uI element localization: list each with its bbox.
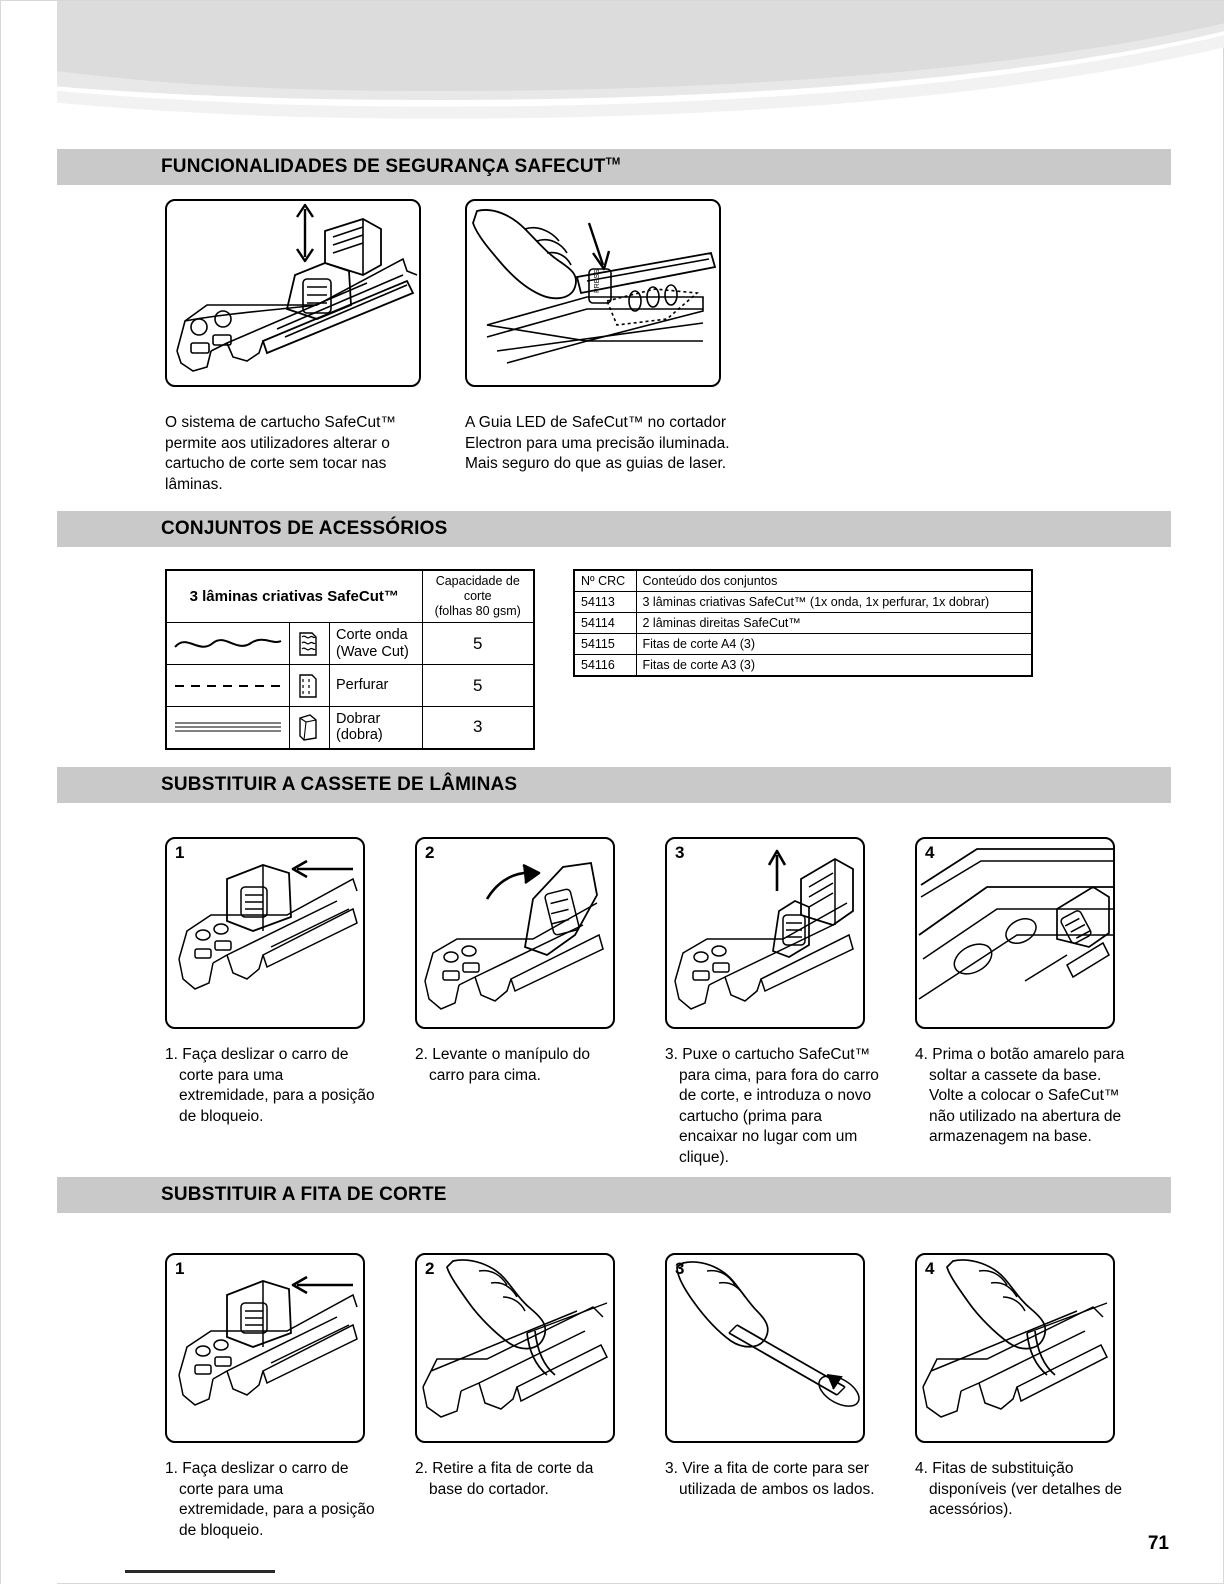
pattern-wave-glyph — [166, 623, 290, 665]
blade-qty-perforate: 5 — [422, 665, 534, 707]
illustration-strip-step-2 — [415, 1253, 615, 1443]
pattern-perforate-glyph — [166, 665, 290, 707]
caption-strip-step-3: 3. Vire a fita de corte para ser utilizada de ambos os lados. — [665, 1460, 875, 1498]
step-number: 2 — [425, 843, 435, 862]
crc-desc: Fitas de corte A3 (3) — [636, 655, 1032, 677]
illustration-strip-step-1 — [165, 1253, 365, 1443]
crc-code: 54114 — [574, 613, 636, 634]
section-title-replace-strip: SUBSTITUIR A FITA DE CORTE — [161, 1184, 447, 1205]
caption-strip-step-2: 2. Retire a fita de corte da base do cortador. — [415, 1460, 594, 1498]
crc-desc: 3 lâminas criativas SafeCut™ (1x onda, 1x perfurar, 1x dobrar) — [636, 592, 1032, 613]
table-row — [574, 613, 1032, 634]
crc-code: 54113 — [574, 592, 636, 613]
blade-capacity-table — [165, 569, 535, 750]
table-row — [574, 634, 1032, 655]
page-number: 71 — [1147, 1533, 1169, 1554]
step-number: 1 — [175, 1259, 185, 1278]
step-number: 4 — [925, 1259, 935, 1278]
caption-strip-step-1: 1. Faça deslizar o carro de corte para uma extremidade, para a posição de bloqueio. — [165, 1460, 375, 1539]
crc-desc: 2 lâminas direitas SafeCut™ — [636, 613, 1032, 634]
section-header-accessories — [57, 511, 1171, 547]
illustration-strip-step-4 — [915, 1253, 1115, 1443]
blade-name-wave: Corte onda (Wave Cut) — [330, 623, 423, 665]
blade-qty-fold: 3 — [422, 707, 534, 749]
crc-desc: Fitas de corte A4 (3) — [636, 634, 1032, 655]
caption-cassette-step-4: 4. Prima o botão amarelo para soltar a cassete da base. Volte a colocar o SafeCut™ não utilizado na abertura de armazenagem na base. — [915, 1046, 1125, 1146]
illustration-cassette-step-2 — [415, 837, 615, 1029]
pattern-fold-glyph — [166, 707, 290, 749]
trademark-sup: TM — [605, 156, 621, 168]
caption-cassette-step-1: 1. Faça deslizar o carro de corte para uma extremidade, para a posição de bloqueio. — [165, 1046, 375, 1125]
table-row — [166, 707, 534, 749]
section-header-replace-cassette — [57, 767, 1171, 803]
table-header-row — [574, 570, 1032, 592]
caption-led-guide: A Guia LED de SafeCut™ no cortador Electron para uma precisão iluminada. Mais seguro do que as guias de laser. — [465, 414, 730, 473]
section-title-safety: FUNCIONALIDADES DE SEGURANÇA SAFECUT™ — [161, 156, 621, 177]
blade-icon-perforate — [290, 665, 330, 707]
illustration-led-guide — [465, 199, 721, 387]
table-row — [574, 655, 1032, 677]
section-title-replace-cassette: SUBSTITUIR A CASSETE DE LÂMINAS — [161, 774, 518, 795]
crc-code: 54116 — [574, 655, 636, 677]
illustration-safecut-cartridge — [165, 199, 421, 387]
caption-strip-step-4: 4. Fitas de substituição disponíveis (ver detalhes de acessórios). — [915, 1460, 1123, 1519]
table-row — [574, 592, 1032, 613]
caption-cassette-step-3: 3. Puxe o cartucho SafeCut™ para cima, para fora do carro de corte, e introduza o novo cartucho (prima para encaixar no lugar com um clique). — [665, 1046, 879, 1167]
illustration-strip-step-3 — [665, 1253, 865, 1443]
crc-header-code: Nº CRC — [574, 570, 636, 592]
step-number: 3 — [675, 843, 685, 862]
blade-name-fold: Dobrar (dobra) — [330, 707, 423, 749]
section-header-safety — [57, 149, 1171, 185]
table-row — [166, 665, 534, 707]
section-header-replace-strip — [57, 1177, 1171, 1213]
caption-safecut-cartridge: O sistema de cartucho SafeCut™ permite aos utilizadores alterar o cartucho de corte sem tocar nas lâminas. — [165, 414, 396, 493]
illustration-cassette-step-3 — [665, 837, 865, 1029]
blade-table-header-left: 3 lâminas criativas SafeCut™ — [166, 570, 422, 623]
crc-header-desc: Conteúdo dos conjuntos — [636, 570, 1032, 592]
section-title-accessories: CONJUNTOS DE ACESSÓRIOS — [161, 518, 448, 539]
header-decoration — [1, 1, 1224, 131]
crc-code: 54115 — [574, 634, 636, 655]
press-label: PRESS — [594, 269, 601, 293]
step-number: 2 — [425, 1259, 435, 1278]
footer-rule — [125, 1570, 275, 1573]
blade-qty-wave: 5 — [422, 623, 534, 665]
step-number: 4 — [925, 843, 935, 862]
table-row — [166, 623, 534, 665]
blade-name-perforate: Perfurar — [330, 665, 423, 707]
blade-icon-fold — [290, 707, 330, 749]
step-number: 3 — [675, 1259, 685, 1278]
left-margin — [1, 1, 57, 1585]
swoosh-graphic — [1, 1, 1224, 131]
illustration-cassette-step-4 — [915, 837, 1115, 1029]
blade-icon-wave — [290, 623, 330, 665]
crc-sets-table — [573, 569, 1033, 677]
blade-table-header-right: Capacidade de corte (folhas 80 gsm) — [422, 570, 534, 623]
caption-cassette-step-2: 2. Levante o manípulo do carro para cima. — [415, 1046, 590, 1084]
step-number: 1 — [175, 843, 185, 862]
illustration-cassette-step-1 — [165, 837, 365, 1029]
